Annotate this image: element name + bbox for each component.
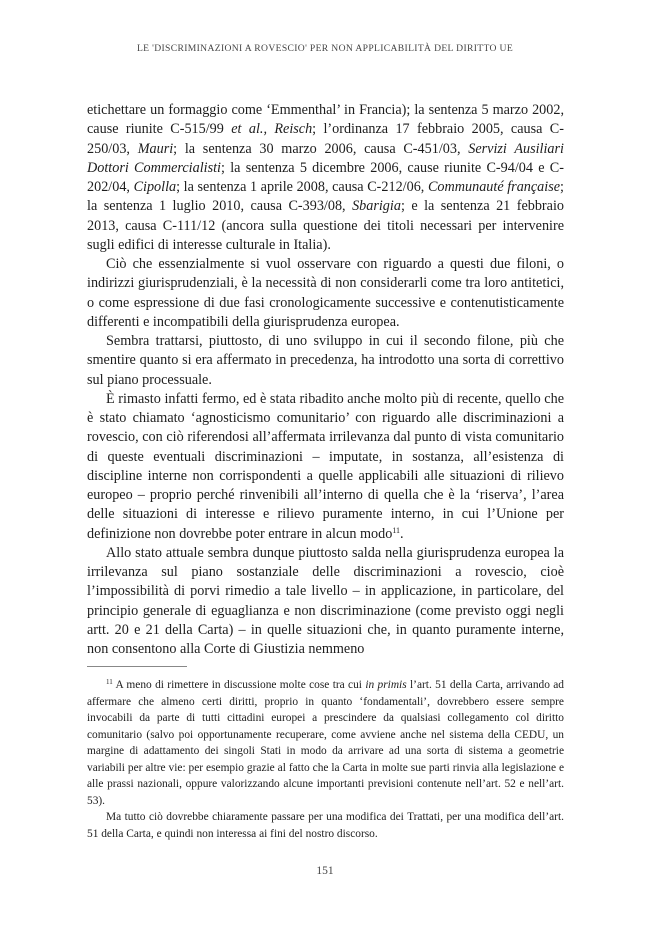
footnote-11: [87, 677, 564, 809]
case-name: Cipolla: [133, 179, 177, 195]
footnote-divider: [87, 666, 187, 667]
footnote-reference[interactable]: 11: [392, 525, 401, 535]
paragraph-2: Ciò che essenzialmente si vuol osservare con riguardo a questi due filoni, o indirizzi giurisprudenziali, è la necessità di non considerarli come tra loro antitetici, o come espressione di due fasi cronologicamente successive e contenutisticamente differenti e incompatibili della giurisprudenza europea.: [87, 256, 564, 330]
text-run: ; la sentenza 5 dicembre 2006, cause riunite C-94/04 e C-202/04,: [87, 159, 564, 195]
page-number: 151: [316, 865, 334, 877]
paragraph-5: Allo stato attuale sembra dunque piuttosto salda nella giurisprudenza europea la irrilevanza sul piano sostanziale delle discriminazioni a rovescio, cioè l’impossibilità di porvi rimedio a tale livello – in applicazione, in particolare, del principio generale di eguaglianza e non discriminazione (come previsto oggi negli artt. 20 e 21 della Carta) – in quelle situazioni che, in quanto puramente interne, non consentono alla Corte di Giustizia nemmeno: [87, 544, 564, 657]
text-run: .: [400, 525, 404, 542]
running-head: LE 'DISCRIMINAZIONI A ROVESCIO' PER NON APPLICABILITÀ DEL DIRITTO UE: [136, 43, 514, 54]
text-run: ; e la sentenza 21 febbraio 2013, causa C-111/12 (ancora sulla questione dei titoli necessari per intervenire sugli edifici di interesse culturale in Italia).: [87, 198, 564, 253]
italic-term: in primis: [365, 679, 407, 691]
case-name: Mauri: [137, 140, 174, 157]
footnote-11-continued: Ma tutto ciò dovrebbe chiaramente passare per una modifica dei Trattati, per una modifica dell’art. 51 della Carta, e quindi non interessa ai fini del nostro discorso.: [87, 811, 564, 840]
text-run: ; la sentenza 30 marzo 2006, causa C-451/03,: [173, 140, 469, 157]
case-name: et al., Reisch: [231, 121, 313, 138]
text-run: l’art. 51 della Carta, arrivando ad affermare che almeno certi diritti, proprio in quanto ‘fondamentali’, dovrebbero essere sempre invocabili da parte di tutti cittadini europei a prescindere da qualsiasi collegamento col diritto comunitario (salvo poi opportunamente recuperare, come avviene anche nel sistema della CEDU, un margine di adattamento dei singoli Stati in modo da arrivare ad una sorta di sistema a geometrie variabili per altre vie: per esempio grazie al fatto che la Carta in molte sue parti rinvia alla legislazione e alle prassi nazionali, oppure valorizzando alcune importanti previsioni contenute nell’art. 52 e nell’art. 53).: [87, 679, 565, 807]
main-text: [87, 101, 564, 659]
text-run: A meno di rimettere in discussione molte cose tra cui: [112, 679, 366, 691]
case-name: Servizi Ausiliari Dottori Commercialisti: [87, 140, 564, 176]
text-run: È rimasto infatti fermo, ed è stata ribadito anche molto più di recente, quello che è stato chiamato ‘agnosticismo comunitario’ con riguardo alle discriminazioni a rovescio, con ciò riferendosi all’affermata irrilevanza dal punto di vista comunitario di queste eventuali discriminazioni – imputate, in sostanza, all’esistenza di discipline interne non corrispondenti a quelle applicabili alle situazioni di rilievo europeo – proprio perché rinvenibili all’interno di quella che è la ‘riserva’, l’area delle situazioni di interesse e rilievo puramente interno, in cui l’Unione per definizione non dovrebbe poter entrare in alcun modo: [87, 390, 564, 542]
footnote-number: 11: [106, 678, 113, 686]
text-run: ; la sentenza 1 aprile 2008, causa C-212/06,: [176, 179, 428, 195]
paragraph-4: [87, 390, 564, 544]
text-run: ; la sentenza 1 luglio 2010, causa C-393/08,: [87, 179, 564, 215]
paragraph-3: Sembra trattarsi, piuttosto, di uno sviluppo in cui il secondo filone, più che smentire quanto si era affermato in precedenza, ha introdotto una sorta di correttivo sul piano processuale.: [87, 333, 564, 388]
footnotes: [87, 677, 564, 842]
paragraph-1: [87, 101, 564, 255]
text-run: etichettare un formaggio come ‘Emmenthal’ in Francia); la sentenza 5 marzo 2002, cause riunite C-515/99: [87, 102, 564, 138]
text-run: ; l’ordinanza 17 febbraio 2005, causa C-250/03,: [87, 121, 564, 157]
case-name: Communauté française: [427, 179, 561, 195]
case-name: Sbarigia: [352, 198, 401, 215]
